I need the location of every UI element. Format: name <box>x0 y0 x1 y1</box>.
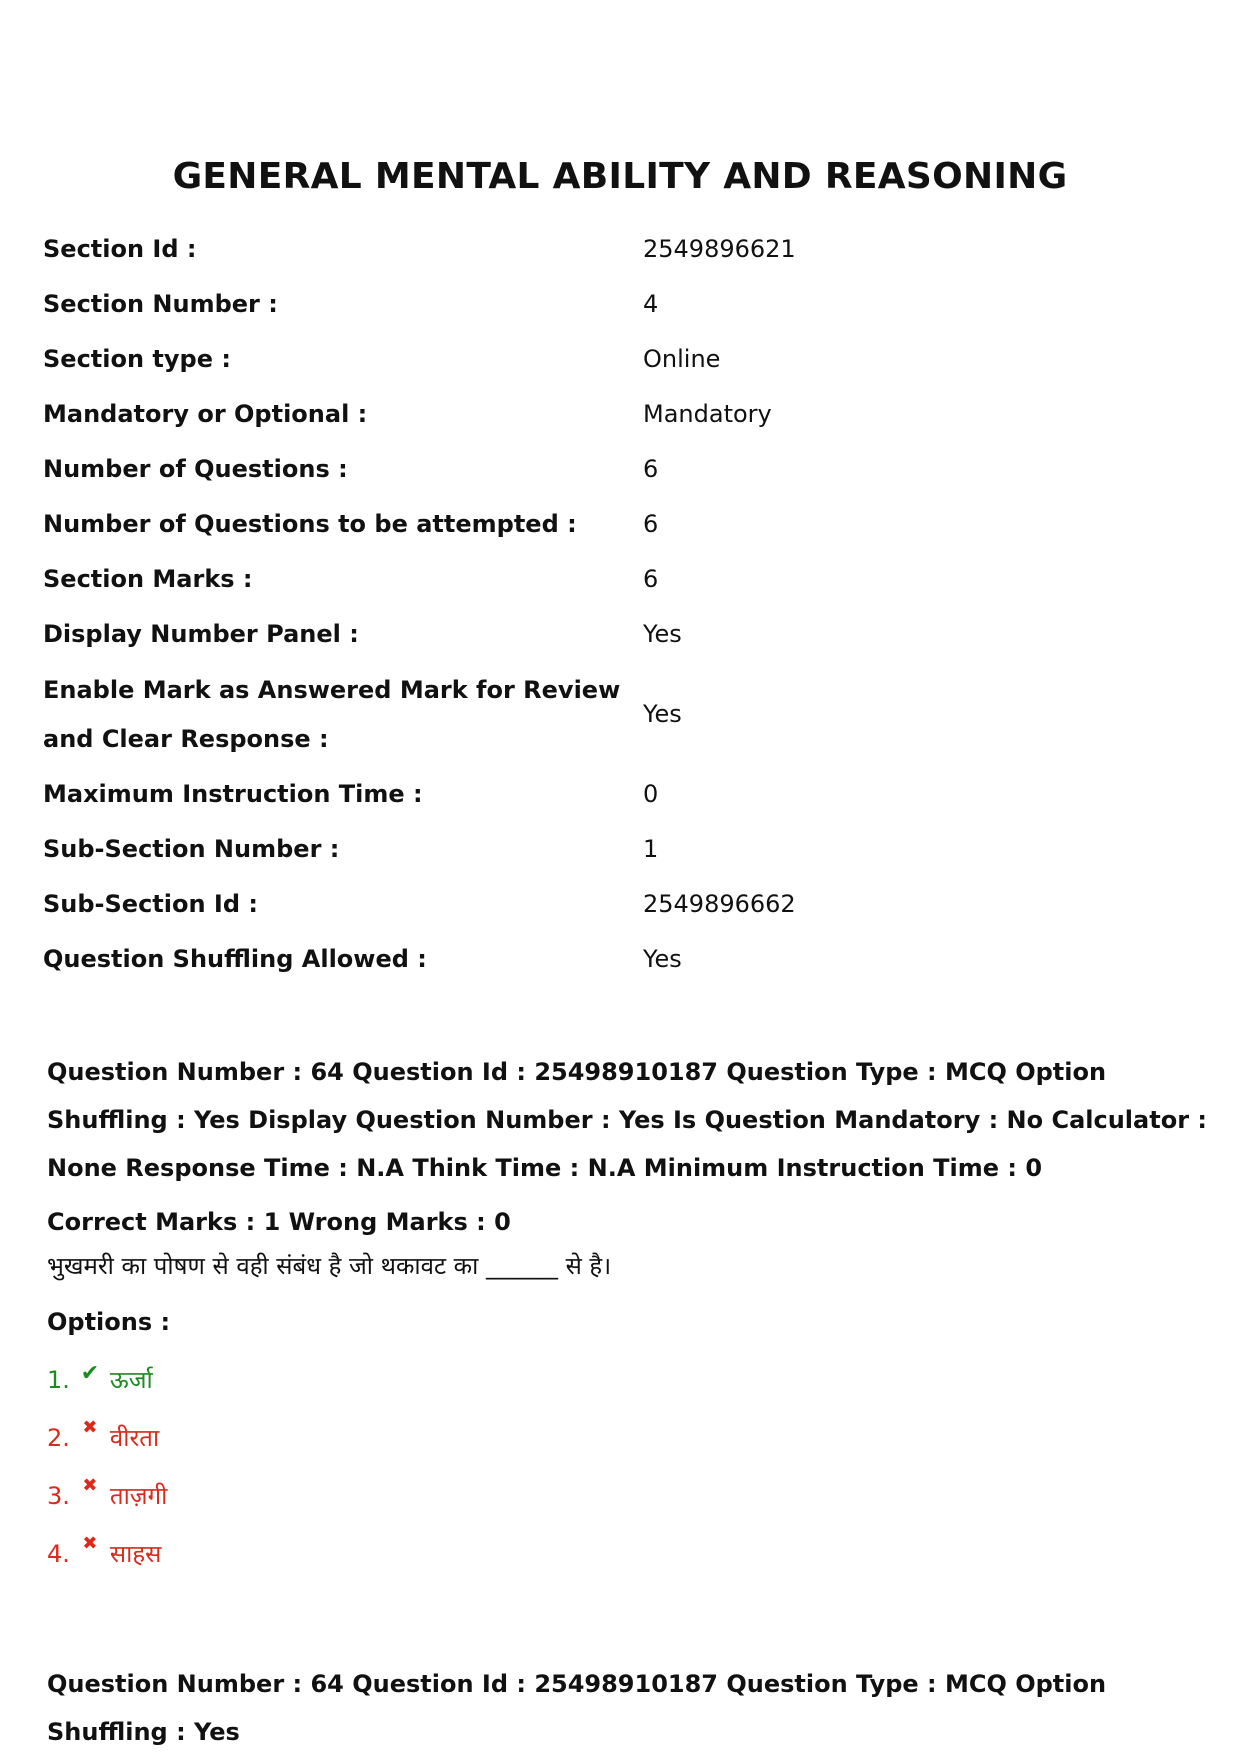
option-number: 4. <box>47 1540 70 1568</box>
info-value: Yes <box>643 620 682 648</box>
option-number: 2. <box>47 1424 70 1452</box>
info-label: Display Number Panel : <box>43 620 359 648</box>
info-row <box>43 222 1193 277</box>
page-title: GENERAL MENTAL ABILITY AND REASONING <box>172 156 1068 197</box>
question-block <box>47 1048 1207 1578</box>
info-value: 2549896621 <box>643 235 796 263</box>
info-value: Yes <box>643 700 682 728</box>
info-label: Number of Questions : <box>43 455 348 483</box>
info-label: Mandatory or Optional : <box>43 400 368 428</box>
info-row <box>43 822 1193 877</box>
option-item <box>47 1530 1207 1578</box>
info-value: 6 <box>643 510 659 538</box>
info-label: Section Marks : <box>43 565 253 593</box>
info-row <box>43 877 1193 932</box>
info-value: 2549896662 <box>643 890 796 918</box>
options-label: Options : <box>47 1308 171 1336</box>
info-label: Section type : <box>43 345 231 373</box>
info-label: Number of Questions to be attempted : <box>43 510 577 538</box>
info-row <box>43 552 1193 607</box>
option-text: वीरता <box>109 1424 160 1452</box>
option-item <box>47 1414 1207 1462</box>
info-value: Mandatory <box>643 400 772 428</box>
cross-icon: ✖ <box>82 1417 98 1438</box>
question-text: भुखमरी का पोषण से वही संबंध है जो थकावट का ______ से है। <box>47 1252 612 1280</box>
info-row <box>43 607 1193 662</box>
option-text: साहस <box>109 1540 162 1568</box>
info-label: Section Id : <box>43 235 197 263</box>
info-value: 1 <box>643 835 659 863</box>
option-item <box>47 1472 1207 1520</box>
question-meta: Question Number : 64 Question Id : 25498910187 Question Type : MCQ Option Shuffling : Yes <box>47 1670 1107 1746</box>
section-info-table <box>43 222 1193 987</box>
info-row <box>43 442 1193 497</box>
info-value: 4 <box>643 290 659 318</box>
check-icon: ✔ <box>80 1361 100 1386</box>
info-row <box>43 932 1193 987</box>
info-row <box>43 387 1193 442</box>
option-text: ताज़गी <box>109 1482 168 1510</box>
info-row <box>43 277 1193 332</box>
info-value: 0 <box>643 780 659 808</box>
cross-icon: ✖ <box>82 1533 98 1554</box>
option-item <box>47 1356 1207 1404</box>
info-value: Yes <box>643 945 682 973</box>
option-number: 1. <box>47 1366 70 1394</box>
info-row <box>43 332 1193 387</box>
info-value: 6 <box>643 455 659 483</box>
info-value: 6 <box>643 565 659 593</box>
option-number: 3. <box>47 1482 70 1510</box>
next-question-block <box>47 1660 1207 1756</box>
info-label: Enable Mark as Answered Mark for Review and Clear Response : <box>43 675 621 753</box>
info-label: Section Number : <box>43 290 278 318</box>
info-row <box>43 662 1193 767</box>
cross-icon: ✖ <box>82 1475 98 1496</box>
option-text: ऊर्जा <box>109 1366 153 1394</box>
info-label: Maximum Instruction Time : <box>43 780 423 808</box>
question-marks: Correct Marks : 1 Wrong Marks : 0 <box>47 1208 511 1236</box>
info-row <box>43 767 1193 822</box>
info-label: Question Shuffling Allowed : <box>43 945 427 973</box>
info-label: Sub-Section Number : <box>43 835 340 863</box>
info-row <box>43 497 1193 552</box>
question-meta: Question Number : 64 Question Id : 25498910187 Question Type : MCQ Option Shuffling : Yes Display Question Number : Yes Is Question Mandatory : No Calculator : None Response Time : N.A Think Time : N.A Minimum Instruction Time : 0 <box>47 1058 1207 1182</box>
info-value: Online <box>643 345 721 373</box>
info-label: Sub-Section Id : <box>43 890 258 918</box>
